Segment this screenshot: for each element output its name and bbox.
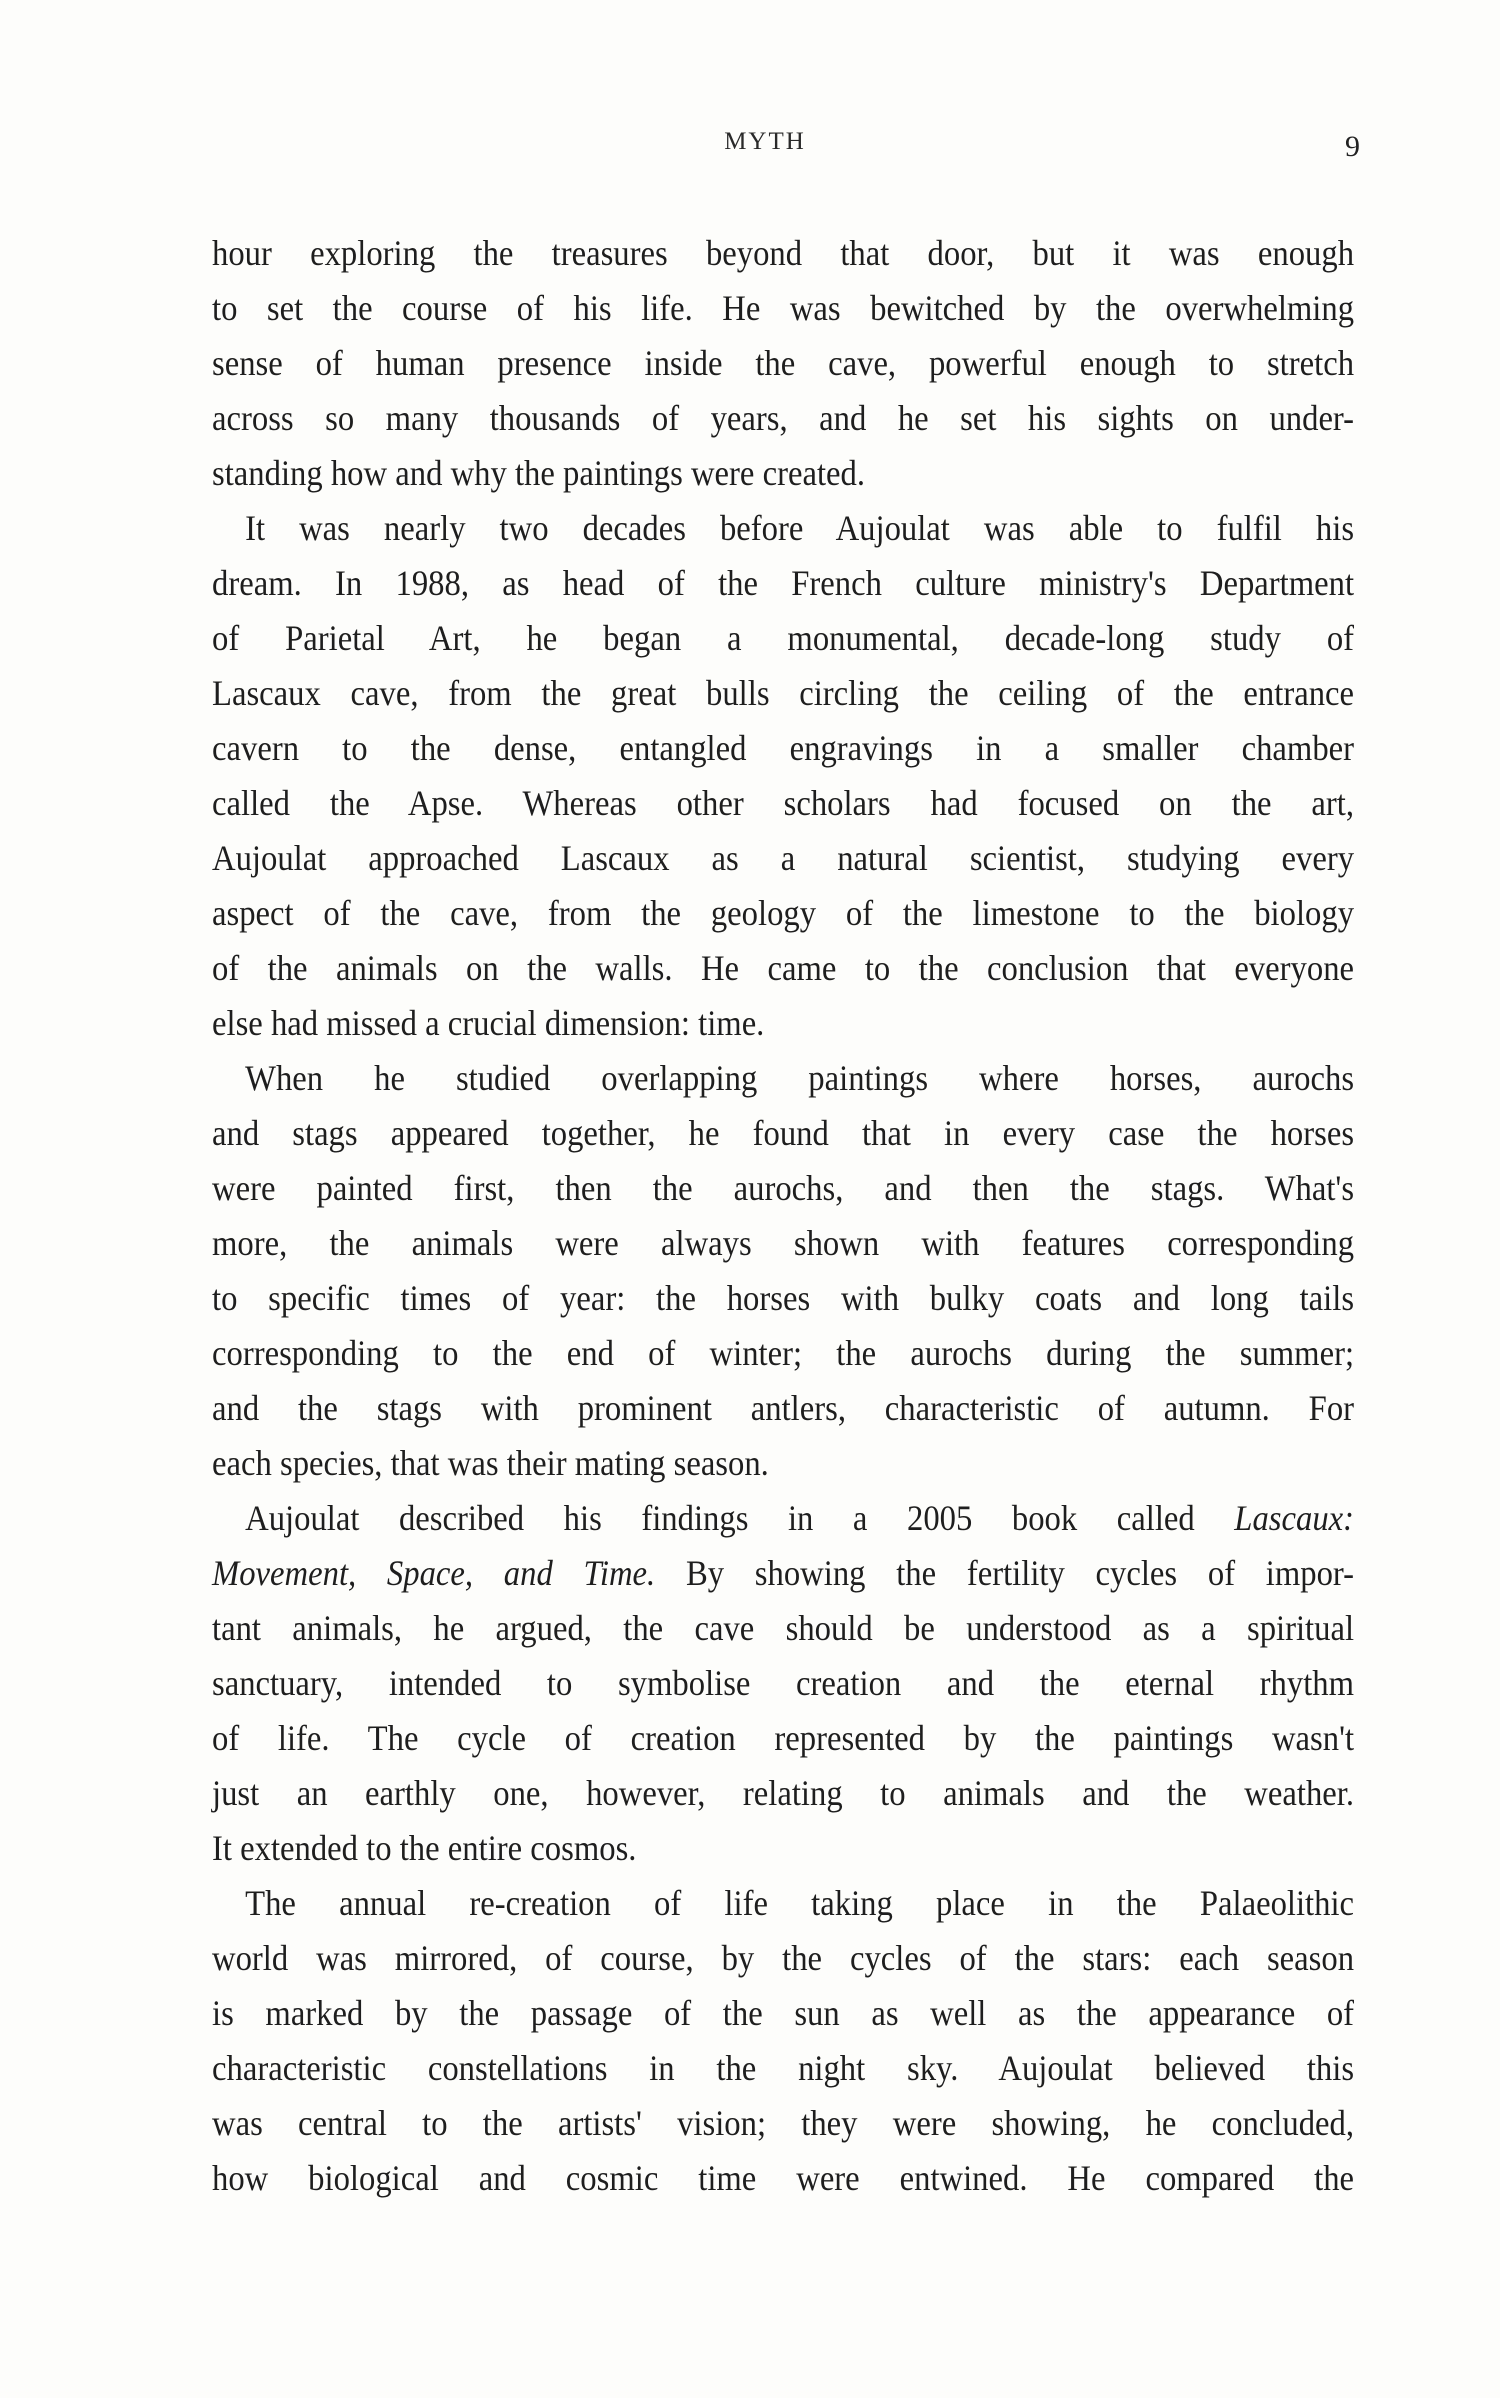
- text-line: The annual re-creation of life taking place in the Palaeolithic: [245, 1883, 1355, 1923]
- text-line: else had missed a crucial dimension: time.: [212, 1003, 765, 1043]
- paragraph-4: [212, 1491, 1354, 1876]
- paragraph-1: [212, 226, 1354, 501]
- text-line: each species, that was their mating season.: [212, 1443, 769, 1483]
- text-run: Aujoulat described his findings in a 2005 book called: [245, 1498, 1235, 1538]
- text-line: of Parietal Art, he began a monumental, decade-long study of: [212, 618, 1355, 658]
- paragraph-3: [212, 1051, 1354, 1491]
- text-line: Lascaux cave, from the great bulls circling the ceiling of the entrance: [212, 673, 1355, 713]
- text-line: to specific times of year: the horses with bulky coats and long tails: [212, 1278, 1355, 1318]
- text-run: By showing the fertility cycles of impor-: [655, 1553, 1355, 1593]
- text-line: characteristic constellations in the night sky. Aujoulat believed this: [212, 2048, 1355, 2088]
- text-line: sense of human presence inside the cave, powerful enough to stretch: [212, 343, 1355, 383]
- text-line: Aujoulat approached Lascaux as a natural scientist, studying every: [212, 838, 1355, 878]
- text-line: is marked by the passage of the sun as well as the appearance of: [212, 1993, 1355, 2033]
- text-line: It extended to the entire cosmos.: [212, 1828, 637, 1868]
- paragraph-2: [212, 501, 1354, 1051]
- text-line: more, the animals were always shown with features corresponding: [212, 1223, 1355, 1263]
- text-line: and the stags with prominent antlers, characteristic of autumn. For: [212, 1388, 1355, 1428]
- text-line: tant animals, he argued, the cave should be understood as a spiritual: [212, 1608, 1355, 1648]
- text-line: aspect of the cave, from the geology of the limestone to the biology: [212, 893, 1355, 933]
- text-line: [212, 1546, 1354, 1601]
- text-line: of the animals on the walls. He came to the conclusion that everyone: [212, 948, 1355, 988]
- text-line: [212, 1491, 1354, 1546]
- text-line: and stags appeared together, he found that in every case the horses: [212, 1113, 1355, 1153]
- text-line: how biological and cosmic time were entwined. He compared the: [212, 2158, 1355, 2198]
- page-number: 9: [1345, 130, 1360, 163]
- text-line: hour exploring the treasures beyond that door, but it was enough: [212, 233, 1355, 273]
- text-line: corresponding to the end of winter; the aurochs during the summer;: [212, 1333, 1355, 1373]
- paragraph-5: [212, 1876, 1354, 2206]
- text-line: just an earthly one, however, relating to animals and the weather.: [212, 1773, 1355, 1813]
- book-title: Lascaux:: [1234, 1498, 1355, 1538]
- body-text: [212, 226, 1354, 2206]
- running-title: MYTH: [724, 128, 806, 155]
- text-line: It was nearly two decades before Aujoulat was able to fulfil his: [245, 508, 1355, 548]
- text-line: was central to the artists' vision; they were showing, he concluded,: [212, 2103, 1355, 2143]
- text-line: dream. In 1988, as head of the French culture ministry's Department: [212, 563, 1355, 603]
- running-header: [0, 128, 1500, 168]
- text-line: were painted first, then the aurochs, and then the stags. What's: [212, 1168, 1355, 1208]
- text-line: When he studied overlapping paintings where horses, aurochs: [245, 1058, 1355, 1098]
- text-line: standing how and why the paintings were created.: [212, 453, 866, 493]
- text-line: cavern to the dense, entangled engravings in a smaller chamber: [212, 728, 1355, 768]
- text-line: across so many thousands of years, and he set his sights on under-: [212, 398, 1355, 438]
- book-title: Movement, Space, and Time.: [212, 1553, 656, 1593]
- text-line: of life. The cycle of creation represented by the paintings wasn't: [212, 1718, 1355, 1758]
- text-line: to set the course of his life. He was bewitched by the overwhelming: [212, 288, 1355, 328]
- text-line: world was mirrored, of course, by the cycles of the stars: each season: [212, 1938, 1355, 1978]
- text-line: called the Apse. Whereas other scholars had focused on the art,: [212, 783, 1355, 823]
- text-line: sanctuary, intended to symbolise creation and the eternal rhythm: [212, 1663, 1355, 1703]
